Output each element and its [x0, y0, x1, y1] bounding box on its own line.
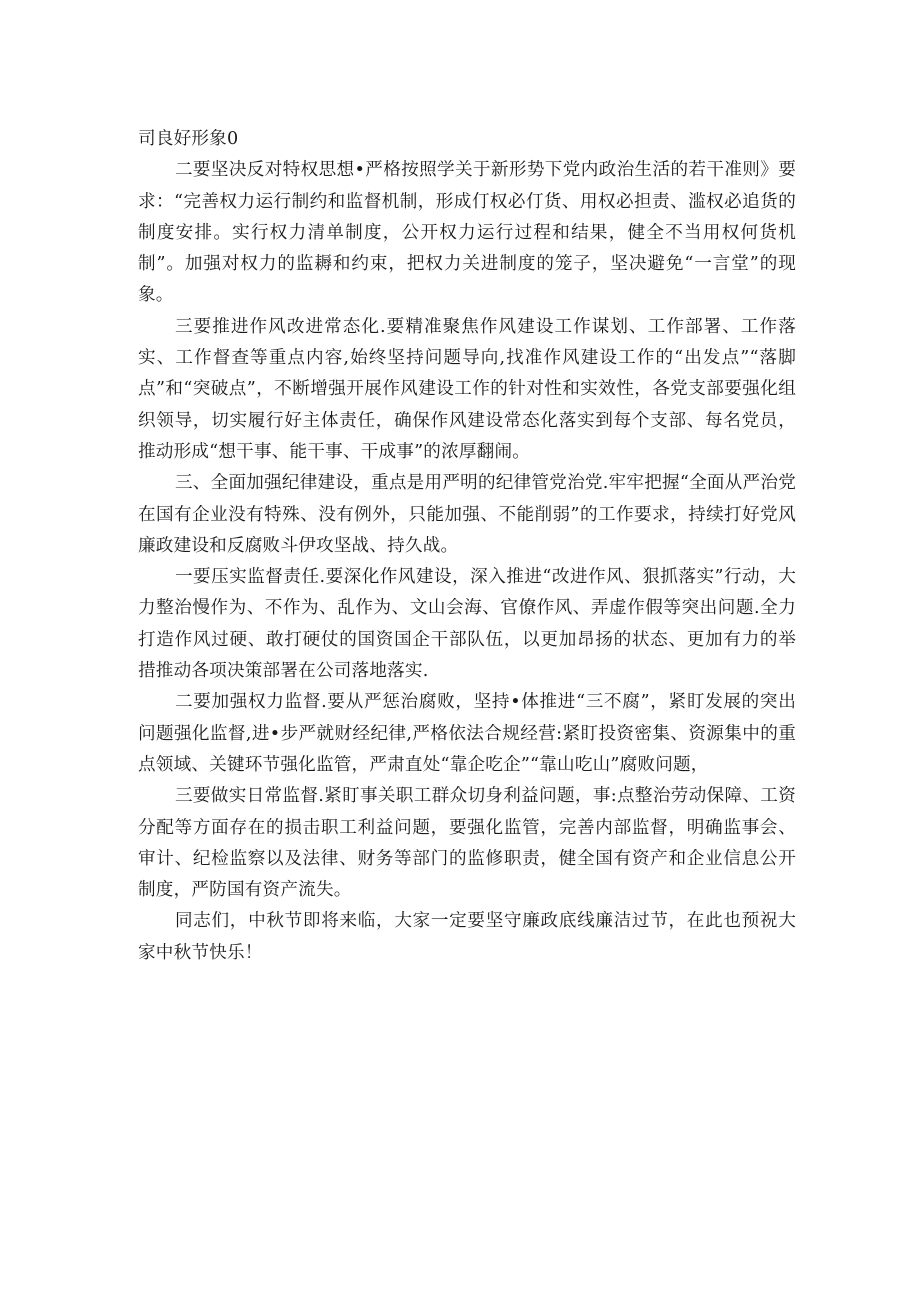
paragraph-oppose-privilege: 二要坚决反对特权思想•严格按照学关于新形势下党内政治生活的若干准则》要求：“完善权力运行制约和监督机制，形成仃权必仃货、用权必担责、滥权必追货的制度安排。实行权力清单制度，公开权力运行过程和结果，健全不当用权何货机制”。加强对权力的监耨和约束，把权力关进制度的笼子，坚决避免“一言堂”的现象。	[138, 160, 796, 306]
paragraph-discipline-heading: 三、全面加强纪律建设，重点是用严明的纪律管党治党.牢牢把握“全面从严治党在国有企业没有特殊、没有例外，只能加强、不能削弱”的工作要求，持续打好党风廉政建设和反腐败斗伊攻坚战、持久战。	[138, 473, 796, 556]
paragraph-power-supervision: 二要加强权力监督.要从严惩治腐败，坚持•体推进“三不腐”，紧盯发展的突出问题强化监督,进•步严就财经纪律,严格依法合规经营:紧盯投资密集、资源集中的重点领域、关键环节强化监管，严肃直处“靠企吃企”“靠山吃山”腐败问题，	[138, 692, 796, 775]
paragraph-daily-supervision: 三要做实日常监督.紧盯事关职工群众切身利益问题，事:点整治劳动保障、工资分配等方面存在的损击职工利益问题，要强化监管，完善内部监督，明确监事会、审计、纪检监察以及法律、财务等部门的监修职责，健全国有资产和企业信息公开制度，严防国有资产流失。	[138, 786, 796, 901]
paragraph-supervision-responsibility: 一要压实监督责任.要深化作风建设，深入推进“改进作风、狠抓落实”行动，大力整治慢作为、不作为、乱作为、文山会海、官僚作风、弄虚作假等突出问题.全力打造作风过硬、敢打硬仗的国资国企干部队伍，以更加昂扬的状态、更加有力的举措推动各项决策部署在公司落地落实.	[138, 567, 796, 682]
paragraph-work-style: 三要推进作风改进常态化.要精准聚焦作风建设工作谋划、工作部署、工作落实、工作督查等重点内容,始终坚持问题导向,找准作风建设工作的“出发点”“落脚点”和“突破点”，不断增强开展作风建设工作的针对性和实效性，各党支部要强化组织领导，切实履行好主体责任，确保作风建设常态化落实到每个支部、每名党员，推动形成“想干事、能干事、干成事”的浓厚翻闹。	[138, 316, 796, 462]
paragraph-closing: 同志们，中秋节即将来临，大家一定要坚守廉政底线廉洁过节，在此也预祝大家中秋节快乐！	[138, 911, 796, 963]
document-body	[138, 124, 796, 969]
paragraph-continuation: 司良好形象0	[138, 129, 239, 149]
